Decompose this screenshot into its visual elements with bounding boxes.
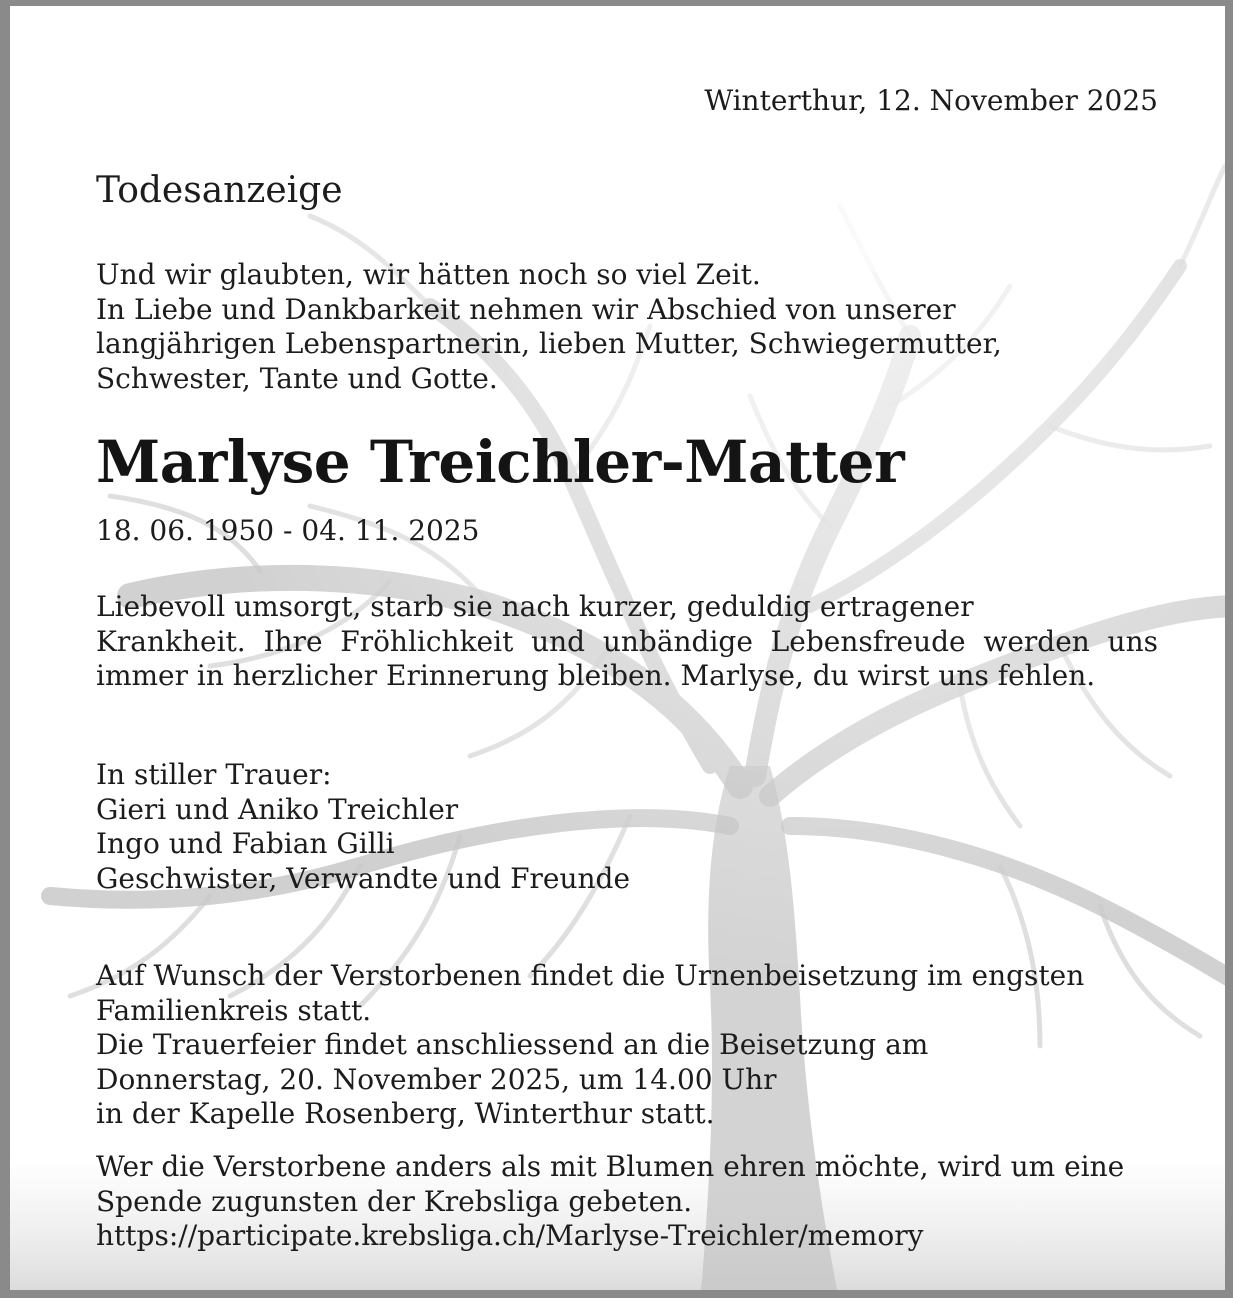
burial-line: Die Trauerfeier findet anschliessend an die Beisetzung am	[96, 1028, 929, 1061]
mourners-line: In stiller Trauer:	[96, 758, 332, 791]
mourners-line: Gieri und Aniko Treichler	[96, 792, 459, 826]
intro-line: Und wir glaubten, wir hätten noch so viel Zeit.	[96, 258, 761, 291]
life-dates: 18. 06. 1950 - 04. 11. 2025	[96, 514, 480, 547]
intro-line: In Liebe und Dankbarkeit nehmen wir Abschied von unserer	[96, 292, 956, 326]
deceased-name: Marlyse Treichler-Matter	[96, 428, 905, 496]
mourners-line: Ingo und Fabian Gilli	[96, 827, 395, 860]
tribute-line: Krankheit. Ihre Fröhlichkeit und unbändige Lebensfreude werden uns	[96, 624, 1158, 658]
place-date: Winterthur, 12. November 2025	[704, 84, 1158, 117]
tribute-line: immer in herzlicher Erinnerung bleiben. Marlyse, du wirst uns fehlen.	[96, 659, 1096, 692]
burial-line: Donnerstag, 20. November 2025, um 14.00 Uhr	[96, 1062, 777, 1096]
burial-line: Familienkreis statt.	[96, 993, 372, 1027]
notice-heading: Todesanzeige	[96, 170, 343, 211]
mourners-line: Geschwister, Verwandte und Freunde	[96, 861, 631, 895]
tribute-paragraph	[96, 590, 1158, 694]
burial-line: in der Kapelle Rosenberg, Winterthur statt.	[96, 1097, 715, 1130]
intro-line: Schwester, Tante und Gotte.	[96, 361, 498, 395]
intro-line: langjährigen Lebenspartnerin, lieben Mutter, Schwiegermutter,	[96, 327, 1002, 360]
burial-info	[96, 959, 1084, 1132]
tribute-line: Liebevoll umsorgt, starb sie nach kurzer, geduldig ertragener	[96, 590, 974, 623]
donation-line: Wer die Verstorbene anders als mit Blumen ehren möchte, wird um eine	[96, 1150, 1125, 1183]
donation-info	[96, 1150, 1124, 1254]
obituary-content	[96, 6, 1158, 1298]
burial-line: Auf Wunsch der Verstorbenen findet die Urnenbeisetzung im engsten	[96, 959, 1085, 992]
intro-paragraph	[96, 258, 1002, 396]
mourners-list	[96, 758, 630, 896]
donation-line: Spende zugunsten der Krebsliga gebeten.	[96, 1184, 693, 1218]
donation-link[interactable]: https://participate.krebsliga.ch/Marlyse-Treichler/memory	[96, 1219, 924, 1252]
